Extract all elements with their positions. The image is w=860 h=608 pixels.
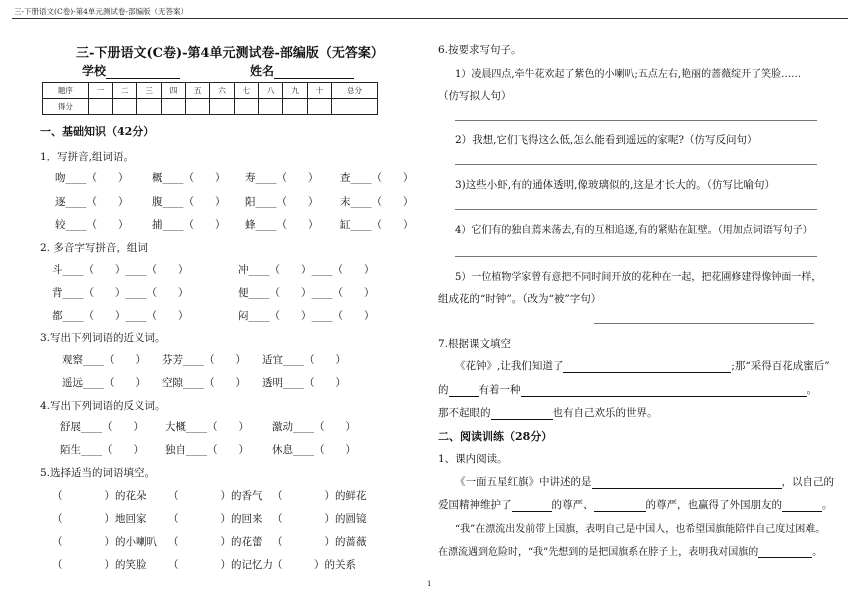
q1-item[interactable]: 蜂____（ ） — [245, 219, 319, 231]
fill-blank[interactable] — [521, 396, 807, 397]
score-input-cell[interactable] — [307, 99, 331, 115]
school-blank[interactable] — [106, 78, 180, 79]
score-cell: 题序 — [43, 83, 89, 99]
r1-text: 的尊严，也赢得了外国朋友的 — [645, 499, 782, 511]
fill-blank[interactable] — [449, 396, 479, 397]
q5-item[interactable]: （ ）的记忆力 — [168, 559, 273, 571]
answer-line[interactable] — [455, 120, 817, 121]
q6-title: 6.按要求写句子。 — [438, 44, 522, 56]
q2-title: 2. 多音字写拼音，组词 — [40, 242, 148, 254]
score-table-header-row — [43, 83, 378, 99]
fill-blank[interactable] — [758, 557, 812, 558]
q6-sentence-2: 2）我想,它们飞得这么低,怎么能看到遥远的家呢?（仿写反问句） — [455, 134, 758, 146]
running-header: 三-下册语文(C卷)-第4单元测试卷-部编版（无答案） — [14, 7, 188, 16]
q1-item[interactable]: 较____（ ） — [55, 219, 129, 231]
score-row-label: 得分 — [43, 99, 89, 115]
score-input-cell[interactable] — [186, 99, 210, 115]
score-cell: 十 — [307, 83, 331, 99]
r1-text: 在漂流遇到危险时，“我”先想到的是把国旗系在脖子上，表明我对国旗的 — [438, 547, 759, 558]
score-input-cell[interactable] — [234, 99, 258, 115]
q7-text: 有着一种 — [478, 384, 521, 396]
q3-item[interactable]: 遥远____（ ） — [62, 377, 146, 389]
q2-item[interactable]: 都____（ ）____（ ） — [52, 310, 189, 322]
q2-item[interactable]: 冲____（ ）____（ ） — [238, 264, 375, 276]
fill-blank[interactable] — [512, 511, 552, 512]
q1-item[interactable]: 末____（ ） — [340, 196, 414, 208]
r1-text: 爱国精神维护了 — [438, 499, 512, 511]
score-cell: 三 — [137, 83, 161, 99]
q7-text: 《花钟》,让我们知道了 — [455, 360, 564, 372]
q2-item[interactable]: 斗____（ ）____（ ） — [52, 264, 189, 276]
q7-line-2 — [438, 382, 817, 397]
q7-line-1 — [455, 358, 830, 373]
q3-item[interactable]: 观察____（ ） — [62, 354, 146, 366]
q5-item[interactable]: （ ）的关系 — [272, 559, 356, 571]
score-input-cell[interactable] — [283, 99, 307, 115]
name-field — [250, 62, 354, 79]
q4-item[interactable]: 大概____（ ） — [165, 421, 249, 433]
q3-item[interactable]: 透明____（ ） — [262, 377, 346, 389]
score-input-cell[interactable] — [161, 99, 185, 115]
q5-item[interactable]: （ ）的小喇叭 — [52, 536, 157, 548]
q2-item[interactable]: 便____（ ）____（ ） — [238, 287, 375, 299]
score-cell: 二 — [113, 83, 137, 99]
q4-title: 4.写出下列词语的反义词。 — [40, 400, 166, 412]
q2-item[interactable]: 闷____（ ）____（ ） — [238, 310, 375, 322]
q6-sentence-1-instruction: （仿写拟人句） — [438, 90, 512, 102]
fill-blank[interactable] — [563, 372, 731, 373]
q1-item[interactable]: 寿____（ ） — [245, 172, 319, 184]
fill-blank[interactable] — [592, 488, 782, 489]
r1-line-1 — [455, 474, 834, 489]
q4-item[interactable]: 激动____（ ） — [272, 421, 356, 433]
q7-title: 7.根据课文填空 — [438, 338, 512, 350]
fill-blank[interactable] — [782, 511, 822, 512]
q3-item[interactable]: 芬芳____（ ） — [162, 354, 246, 366]
q4-item[interactable]: 休息____（ ） — [272, 444, 356, 456]
score-cell: 五 — [186, 83, 210, 99]
q1-item[interactable]: 捕____（ ） — [152, 219, 226, 231]
r1-line-2 — [438, 497, 833, 512]
answer-line[interactable] — [455, 164, 817, 165]
q5-item[interactable]: （ ）的鲜花 — [272, 490, 367, 502]
score-input-cell[interactable] — [259, 99, 283, 115]
score-input-cell[interactable] — [210, 99, 234, 115]
q1-item[interactable]: 阳____（ ） — [245, 196, 319, 208]
q1-item[interactable]: 腹____（ ） — [152, 196, 226, 208]
q6-sentence-5: 5）一位植物学家曾有意把不同时间开放的花种在一起，把花圃修建得像钟面一样， — [455, 272, 822, 283]
r1-title: 1、课内阅读。 — [438, 453, 508, 465]
score-cell: 七 — [234, 83, 258, 99]
score-input-cell[interactable] — [113, 99, 137, 115]
section-2-heading: 二、阅读训练（28分） — [438, 430, 553, 443]
score-input-cell[interactable] — [88, 99, 112, 115]
q7-text: ;那“采得百花成蜜后” — [731, 360, 830, 372]
r1-line-4 — [438, 543, 822, 558]
q7-text: 也有自己欢乐的世界。 — [552, 407, 658, 419]
q1-item[interactable]: 缸____（ ） — [340, 219, 414, 231]
q5-item[interactable]: （ ）的回来 — [168, 513, 263, 525]
answer-line[interactable] — [455, 209, 817, 210]
page-number: 1 — [427, 580, 432, 588]
r1-text: 《一面五星红旗》中讲述的是 — [455, 476, 592, 488]
q2-item[interactable]: 背____（ ）____（ ） — [52, 287, 189, 299]
q5-item[interactable]: （ ）的笑脸 — [52, 559, 147, 571]
q5-title: 5.选择适当的词语填空。 — [40, 467, 156, 479]
score-input-cell[interactable] — [137, 99, 161, 115]
score-cell: 一 — [88, 83, 112, 99]
score-cell: 总分 — [332, 83, 378, 99]
q3-item[interactable]: 适宜____（ ） — [262, 354, 346, 366]
r1-text: 。 — [812, 547, 823, 558]
score-cell: 八 — [259, 83, 283, 99]
q5-item[interactable]: （ ）的香气 — [168, 490, 263, 502]
score-cell: 九 — [283, 83, 307, 99]
name-label: 姓名 — [250, 64, 275, 78]
q1-title: 1．写拼音,组词语。 — [40, 151, 135, 163]
q7-text: 那不起眼的 — [438, 407, 491, 419]
q3-item[interactable]: 空隙____（ ） — [162, 377, 246, 389]
q5-item[interactable]: （ ）的花朵 — [52, 490, 147, 502]
q4-item[interactable]: 独自____（ ） — [165, 444, 249, 456]
section-1-heading: 一、基础知识（42分） — [40, 125, 155, 138]
q1-item[interactable]: 概____（ ） — [152, 172, 226, 184]
r1-text: ，以自己的 — [781, 476, 834, 488]
q4-item[interactable]: 陌生____（ ） — [60, 444, 144, 456]
page-title: 三-下册语文(C卷)-第4单元测试卷-部编版（无答案） — [76, 46, 384, 61]
r1-text: 。 — [822, 499, 833, 511]
score-table — [42, 82, 378, 115]
q7-text: 的 — [438, 384, 449, 396]
score-table-score-row — [43, 99, 378, 115]
answer-line[interactable] — [455, 256, 817, 257]
school-field — [82, 62, 180, 79]
q5-item[interactable]: （ ）地回家 — [52, 513, 147, 525]
q5-item[interactable]: （ ）的花蕾 — [168, 536, 263, 548]
q6-sentence-4: 4）它们有的独自蔫来荡去,有的互相追逐,有的紧贴在缸壁。（用加点词语写句子） — [455, 225, 813, 236]
q3-title: 3.写出下列词语的近义词。 — [40, 332, 166, 344]
q6-sentence-5-cont: 组成花的“时钟”。（改为“被”字句） — [438, 293, 602, 305]
q6-sentence-3: 3)这些小虾,有的通体透明,像玻璃似的,这是才长大的。（仿写比喻句） — [455, 179, 776, 191]
q1-item[interactable]: 逐____（ ） — [55, 196, 129, 208]
answer-line[interactable] — [594, 323, 814, 324]
score-cell: 四 — [161, 83, 185, 99]
r1-text: 的尊严、 — [551, 499, 594, 511]
q7-text: 。 — [806, 384, 817, 396]
q6-sentence-1: 1）凌晨四点,牵牛花欢起了紫色的小喇叭;五点左右,艳丽的蔷薇绽开了笑脸…… — [455, 69, 802, 80]
q4-item[interactable]: 舒展____（ ） — [60, 421, 144, 433]
fill-blank[interactable] — [491, 419, 553, 420]
school-label: 学校 — [82, 64, 107, 78]
header-divider — [12, 18, 848, 19]
q5-item[interactable]: （ ）的蔷薇 — [272, 536, 367, 548]
score-cell: 六 — [210, 83, 234, 99]
q5-item[interactable]: （ ）的圆镜 — [272, 513, 367, 525]
q1-item[interactable]: 吻____（ ） — [55, 172, 129, 184]
r1-line-3: “我”在漂流出发前带上国旗，表明自己是中国人，也希望国旗能陪伴自己度过困难。 — [455, 524, 826, 535]
score-input-cell[interactable] — [332, 99, 378, 115]
q1-item[interactable]: 查____（ ） — [340, 172, 414, 184]
name-blank[interactable] — [274, 78, 354, 79]
fill-blank[interactable] — [594, 511, 646, 512]
q7-line-3 — [438, 405, 658, 420]
